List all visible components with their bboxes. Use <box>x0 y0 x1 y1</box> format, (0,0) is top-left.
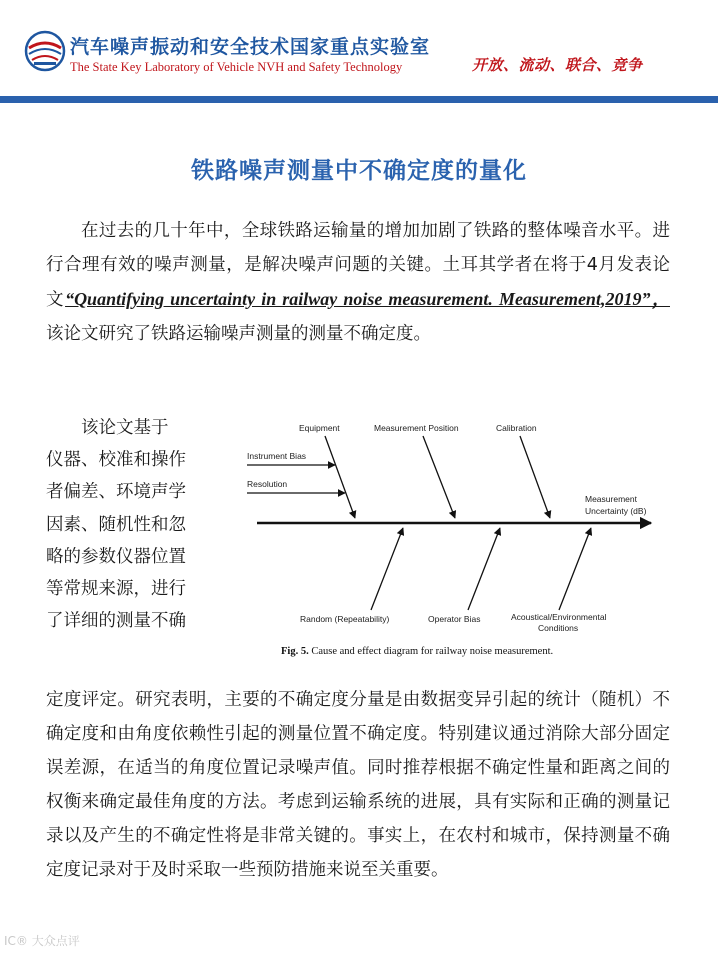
label-measurement-position: Measurement Position <box>374 423 459 433</box>
label-instrument-bias: Instrument Bias <box>247 451 307 461</box>
intro-text-end: 该论文研究了铁路运输噪声测量的测量不确定度。 <box>46 324 431 344</box>
label-outcome-line2: Uncertainty (dB) <box>585 506 647 516</box>
lab-logo-icon <box>24 30 66 72</box>
label-calibration: Calibration <box>496 423 537 433</box>
wrapped-line: 因素、随机性和忽 <box>46 514 186 535</box>
caption-text: Cause and effect diagram for railway noise measurement. <box>311 646 554 657</box>
paper-citation: “Quantifying uncertainty in railway noise measurement. Measurement,2019”， <box>65 289 670 309</box>
wrapped-line: 者偏差、环境声学 <box>46 482 186 503</box>
article-title: 铁路噪声测量中不确定度的量化 <box>191 158 527 184</box>
arrow-equipment <box>325 436 355 518</box>
figure-caption <box>281 646 553 657</box>
arrow-operator-bias <box>468 528 500 610</box>
lab-motto: 开放、流动、联合、竞争 <box>472 56 643 74</box>
label-environment-line2: Conditions <box>538 623 579 633</box>
cause-effect-diagram <box>237 414 667 664</box>
label-equipment: Equipment <box>299 423 340 433</box>
arrow-environment <box>559 528 591 610</box>
paragraph-conclusion: 定度评定。研究表明，主要的不确定度分量是由数据变异引起的统计（随机）不确定度和由角度依赖性引起的测量位置不确定度。特别建议通过消除大部分固定误差源，在适当的角度位置记录噪声值。同时推荐根据不确定性量和距离之间的权衡来确定最佳角度的方法。考虑到运输系统的进展，具有实际和正确的测量记录以及产生的不确定性将是非常关键的。事实上，在农村和城市，保持测量不确定度记录对于及时采取一些预防措施来说至关重要。 <box>46 690 670 880</box>
lab-name-cn: 汽车噪声振动和安全技术国家重点实验室 <box>70 36 431 58</box>
arrow-random <box>371 528 403 610</box>
wrapped-line: 了详细的测量不确 <box>46 611 186 632</box>
label-environment-line1: Acoustical/Environmental <box>511 612 607 622</box>
lab-name-en: The State Key Laboratory of Vehicle NVH and Safety Technology <box>70 60 403 74</box>
wrapped-line: 该论文基于 <box>81 418 169 438</box>
wrapped-line: 等常规来源，进行 <box>46 579 186 600</box>
paragraph-wrapped <box>46 412 216 637</box>
label-operator-bias: Operator Bias <box>428 614 481 624</box>
intro-text: 在过去的几十年中，全球铁路运输量的增加加剧了铁路的整体噪音水平。进行合理有效的噪声测量，是解决噪声问题的关键。土耳其学者在将于4月发表论文 <box>46 221 670 310</box>
arrow-measurement-position <box>423 436 455 518</box>
watermark: IC® 大众点评 <box>4 934 80 948</box>
header-divider <box>0 96 718 103</box>
paragraph-intro <box>46 214 670 351</box>
wrapped-line: 略的参数仪器位置 <box>46 546 186 567</box>
caption-prefix: Fig. 5. <box>281 646 309 657</box>
wrapped-line: 仪器、校准和操作 <box>46 450 186 471</box>
arrow-calibration <box>520 436 550 518</box>
label-outcome-line1: Measurement <box>585 494 637 504</box>
page-header <box>0 0 718 104</box>
label-resolution: Resolution <box>247 479 288 489</box>
label-random: Random (Repeatability) <box>300 614 390 624</box>
